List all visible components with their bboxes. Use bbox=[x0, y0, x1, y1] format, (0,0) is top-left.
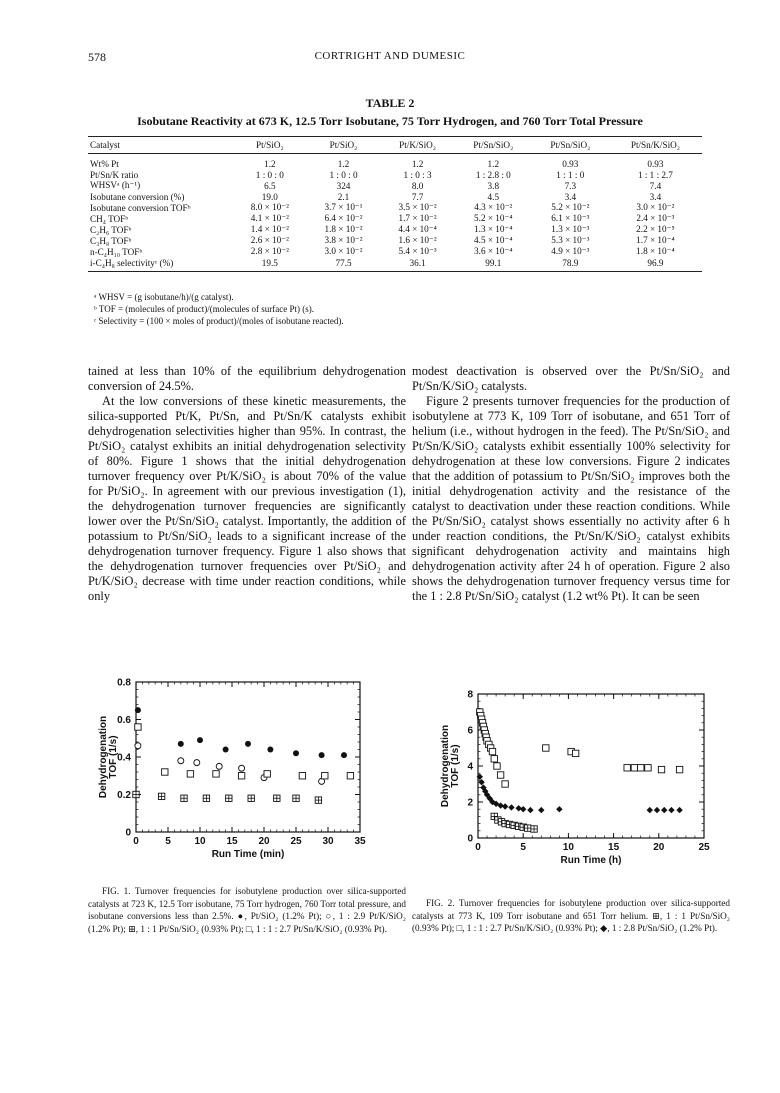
table-cell: 1 : 0 : 3 bbox=[403, 169, 432, 180]
table-cell: 2.2 × 10⁻⁵ bbox=[636, 224, 675, 234]
data-point bbox=[638, 765, 644, 771]
data-point bbox=[293, 795, 299, 801]
x-tick-label: 20 bbox=[653, 842, 665, 853]
table-cell: 4.4 × 10⁻⁴ bbox=[398, 224, 437, 234]
row-label: Pt/Sn/K ratio bbox=[90, 169, 139, 180]
data-point bbox=[502, 803, 508, 809]
table-cell: 19.0 bbox=[261, 191, 278, 202]
column-header: Pt/SiO₂ bbox=[233, 137, 307, 154]
data-point bbox=[489, 748, 495, 754]
figure-1-caption bbox=[88, 885, 406, 935]
table-row bbox=[88, 154, 702, 170]
table-cell: 7.7 bbox=[411, 191, 424, 202]
table-cell: 1.2 bbox=[411, 158, 424, 169]
data-point bbox=[543, 745, 549, 751]
row-label: CH₄ TOFᵇ bbox=[90, 213, 129, 224]
data-point bbox=[187, 771, 193, 777]
table-cell: 36.1 bbox=[380, 257, 454, 272]
table-cell: 6.5 bbox=[264, 180, 276, 191]
table-cell: 1 : 0 : 0 bbox=[255, 169, 284, 180]
table-label: TABLE 2 bbox=[365, 96, 415, 110]
table-cell: 96.9 bbox=[609, 257, 702, 272]
table-cell: 3.0 × 10⁻² bbox=[636, 202, 675, 212]
column-header: Pt/Sn/SiO₂ bbox=[455, 137, 532, 154]
table-cell: 3.0 × 10⁻² bbox=[324, 246, 363, 256]
data-point bbox=[239, 765, 245, 771]
table-cell: 1.7 × 10⁻⁴ bbox=[636, 235, 675, 245]
table-cell: 3.4 bbox=[564, 191, 577, 202]
row-label: Wt% Pt bbox=[90, 158, 119, 169]
table-cell: 5.4 × 10⁻³ bbox=[398, 246, 437, 256]
page-number: 578 bbox=[88, 50, 106, 64]
data-point bbox=[494, 763, 500, 769]
x-tick-label: 10 bbox=[562, 842, 574, 853]
body-column-left bbox=[88, 364, 406, 604]
table-row bbox=[88, 180, 702, 191]
data-point bbox=[645, 765, 651, 771]
row-label: i-C₄H₈ selectivityᶜ (%) bbox=[88, 257, 233, 272]
row-label: Isobutane conversion (%) bbox=[90, 191, 185, 202]
x-tick-label: 25 bbox=[290, 836, 302, 847]
data-point bbox=[293, 750, 299, 756]
data-point bbox=[525, 825, 531, 831]
y-tick-label: 0 bbox=[467, 833, 473, 845]
figure-2-caption bbox=[412, 897, 730, 935]
table-cell: 6.4 × 10⁻² bbox=[324, 213, 363, 223]
x-tick-label: 5 bbox=[520, 842, 526, 853]
table-cell: 5.3 × 10⁻³ bbox=[551, 235, 590, 245]
table-cell: 1.3 × 10⁻⁴ bbox=[474, 224, 513, 234]
table-caption: Isobutane Reactivity at 673 K, 12.5 Torr Isobutane, 75 Torr Hydrogen, and 760 Torr Total Pressure bbox=[137, 114, 643, 128]
table-cell: 3.8 × 10⁻² bbox=[324, 235, 363, 245]
x-tick-label: 0 bbox=[475, 842, 481, 853]
plot-frame bbox=[478, 694, 704, 838]
table-cell: 1.8 × 10⁻⁴ bbox=[636, 246, 675, 256]
data-point bbox=[197, 737, 203, 743]
y-tick-label: 0.2 bbox=[117, 790, 131, 801]
data-point bbox=[223, 747, 229, 753]
data-point bbox=[661, 807, 667, 813]
data-point bbox=[624, 765, 630, 771]
column-header: Pt/SiO₂ bbox=[307, 137, 381, 154]
data-point bbox=[216, 763, 222, 769]
y-tick-label: 2 bbox=[467, 797, 473, 809]
table-cell: 4.5 bbox=[487, 191, 500, 202]
data-point bbox=[502, 781, 508, 787]
table-row bbox=[88, 191, 702, 202]
data-point bbox=[341, 752, 347, 758]
data-point bbox=[264, 771, 270, 777]
figure-2-chart bbox=[434, 680, 734, 880]
data-point bbox=[347, 773, 353, 779]
table-cell: 2.1 bbox=[337, 191, 350, 202]
x-axis-label: Run Time (h) bbox=[560, 855, 622, 866]
x-tick-label: 20 bbox=[258, 836, 270, 847]
table-row bbox=[88, 202, 702, 213]
data-point bbox=[158, 793, 164, 799]
x-axis-label: Run Time (min) bbox=[211, 849, 285, 860]
y-tick-label: 8 bbox=[467, 689, 473, 701]
table-cell: 5.2 × 10⁻² bbox=[551, 202, 590, 212]
data-point bbox=[647, 807, 653, 813]
data-point bbox=[572, 750, 578, 756]
data-point bbox=[178, 758, 184, 764]
table-cell: 1.8 × 10⁻² bbox=[324, 224, 363, 234]
column-header: Pt/K/SiO₂ bbox=[380, 137, 454, 154]
table-cell: 1 : 1 : 0 bbox=[556, 169, 585, 180]
column-header: Catalyst bbox=[88, 137, 233, 154]
table-cell: 4.3 × 10⁻² bbox=[474, 202, 513, 212]
table-cell: 324 bbox=[336, 180, 351, 191]
plot-frame bbox=[136, 682, 360, 832]
data-point bbox=[267, 747, 273, 753]
y-axis-label: Dehydrogenation bbox=[98, 715, 109, 799]
figure-1-chart bbox=[88, 672, 388, 872]
x-tick-label: 15 bbox=[226, 836, 238, 847]
y-axis-label: Dehydrogenation bbox=[440, 724, 451, 808]
table-row bbox=[88, 224, 702, 235]
table-cell: 8.0 bbox=[411, 180, 424, 191]
table-cell: 2.8 × 10⁻² bbox=[250, 246, 289, 256]
table-cell: 0.93 bbox=[562, 158, 579, 169]
data-point bbox=[520, 806, 526, 812]
table-cell: 5.2 × 10⁻⁴ bbox=[474, 213, 513, 223]
table-cell: 19.5 bbox=[233, 257, 307, 272]
data-point bbox=[508, 804, 514, 810]
column-header: Pt/Sn/K/SiO₂ bbox=[609, 137, 702, 154]
table-cell: 1.7 × 10⁻² bbox=[398, 213, 437, 223]
y-axis-label: TOF (1/s) bbox=[108, 735, 119, 779]
figure-1-caption-label: FIG. 1. bbox=[102, 886, 131, 896]
data-point bbox=[676, 807, 682, 813]
data-point bbox=[135, 707, 141, 713]
x-tick-label: 35 bbox=[354, 836, 366, 847]
table-cell: 1.2 bbox=[264, 158, 276, 169]
table-cell: 4.1 × 10⁻² bbox=[250, 213, 289, 223]
data-point bbox=[531, 826, 537, 832]
x-tick-label: 10 bbox=[194, 836, 206, 847]
figure-2-caption-text: Turnover frequencies for isobutylene production over silica-supported catalysts at 773 K, 109 Torr isobutane and 651 Torr helium. ⊞, 1 : 1 Pt/Sn/SiO₂ (0.93% Pt); □, 1 : 1 : 2.7 Pt/Sn/K/SiO₂ (0.93% Pt); ◆, 1 : 2.8 Pt/Sn/SiO₂ (1.2% Pt). bbox=[412, 898, 730, 933]
y-axis-label: TOF (1/s) bbox=[450, 744, 461, 788]
table-cell: 3.6 × 10⁻⁴ bbox=[474, 246, 513, 256]
data-point bbox=[238, 773, 244, 779]
y-tick-label: 6 bbox=[467, 725, 473, 737]
data-table bbox=[88, 136, 702, 272]
row-label: C₂H₆ TOFᵇ bbox=[90, 224, 132, 235]
table-row bbox=[88, 169, 702, 180]
data-point bbox=[315, 797, 321, 803]
body-paragraph: tained at less than 10% of the equilibrium dehydrogenation conversion of 24.5%. bbox=[88, 364, 406, 393]
data-point bbox=[322, 773, 328, 779]
table-cell: 0.93 bbox=[647, 158, 664, 169]
row-label: C₃H₈ TOFᵇ bbox=[90, 235, 132, 246]
table-cell: 6.1 × 10⁻³ bbox=[551, 213, 590, 223]
data-point bbox=[248, 795, 254, 801]
table-cell: 78.9 bbox=[532, 257, 609, 272]
table-cell: 3.8 bbox=[487, 180, 500, 191]
y-tick-label: 4 bbox=[467, 761, 473, 773]
table-row bbox=[88, 246, 702, 257]
y-tick-label: 0.4 bbox=[117, 752, 131, 764]
body-column-right bbox=[412, 364, 730, 604]
data-point bbox=[245, 741, 251, 747]
table-cell: 77.5 bbox=[307, 257, 381, 272]
data-point bbox=[194, 760, 200, 766]
data-point bbox=[668, 807, 674, 813]
x-tick-label: 15 bbox=[608, 842, 620, 853]
y-tick-label: 0 bbox=[125, 827, 131, 839]
data-point bbox=[299, 773, 305, 779]
table-cell: 7.3 bbox=[564, 180, 577, 191]
table-row bbox=[88, 213, 702, 224]
running-head: CORTRIGHT AND DUMESIC bbox=[314, 50, 466, 62]
data-point bbox=[658, 766, 664, 772]
data-point bbox=[491, 756, 497, 762]
table-header-row bbox=[88, 137, 702, 154]
table-cell: 1.3 × 10⁻³ bbox=[551, 224, 590, 234]
table-cell: 2.6 × 10⁻² bbox=[250, 235, 289, 245]
row-label: Isobutane conversion TOFᵇ bbox=[90, 202, 191, 213]
table-cell: 7.4 bbox=[649, 180, 662, 191]
row-label: WHSVᵃ (h⁻¹) bbox=[90, 180, 141, 190]
table-cell: 1 : 1 : 2.7 bbox=[637, 169, 673, 180]
data-point bbox=[203, 795, 209, 801]
figure-2-caption-label: FIG. 2. bbox=[426, 898, 455, 908]
table-cell: 1 : 0 : 0 bbox=[329, 169, 358, 180]
data-point bbox=[274, 795, 280, 801]
data-point bbox=[497, 772, 503, 778]
data-point bbox=[527, 807, 533, 813]
x-tick-label: 25 bbox=[698, 842, 710, 853]
data-point bbox=[631, 765, 637, 771]
table-cell: 2.4 × 10⁻³ bbox=[636, 213, 675, 223]
x-tick-label: 0 bbox=[133, 836, 139, 847]
y-tick-label: 0.6 bbox=[117, 715, 131, 726]
table-row bbox=[88, 235, 702, 246]
data-point bbox=[654, 807, 660, 813]
data-point bbox=[133, 791, 139, 797]
data-point bbox=[213, 771, 219, 777]
body-paragraph: At the low conversions of these kinetic measurements, the silica-supported Pt/K, Pt/Sn, and Pt/Sn/K catalysts exhibit dehydrogenation selectivities higher than 95%. In contrast, the Pt/SiO₂ catalyst exhibits an initial dehydrogenation selectivity of 80%. Figure 1 shows that the initial dehydrogenation turnover frequency over Pt/K/SiO₂ is about 70% of the value for Pt/SiO₂. In agreement with our previous investigation (1), the dehydrogenation turnover frequencies are significantly lower over the Pt/Sn/SiO₂ catalyst. Importantly, the addition of potassium to Pt/Sn/SiO₂ leads to a significant increase of the dehydrogenation turnover frequency. Figure 1 also shows that the dehydrogenation turnover frequencies over Pt/SiO₂ and Pt/K/SiO₂ decrease with time under reaction conditions, while only bbox=[88, 394, 406, 603]
table-cell: 4.5 × 10⁻⁴ bbox=[474, 235, 513, 245]
y-tick-label: 0.8 bbox=[117, 677, 131, 689]
table-row bbox=[88, 257, 702, 272]
table-cell: 8.0 × 10⁻² bbox=[250, 202, 289, 212]
data-point bbox=[226, 795, 232, 801]
row-label: n-C₄H₁₀ TOFᵇ bbox=[90, 246, 143, 257]
table-cell: 99.1 bbox=[455, 257, 532, 272]
table-cell: 3.4 bbox=[649, 191, 662, 202]
table-footnote: ᶜ Selectivity = (100 × moles of product)/(moles of isobutane reacted). bbox=[94, 316, 344, 326]
table-footnote: ᵃ WHSV = (g isobutane/h)/(g catalyst). bbox=[94, 292, 234, 302]
body-paragraph: modest deactivation is observed over the Pt/Sn/SiO₂ and Pt/Sn/K/SiO₂ catalysts. bbox=[412, 364, 730, 393]
data-point bbox=[181, 795, 187, 801]
table-cell: 1.4 × 10⁻² bbox=[250, 224, 289, 234]
table-cell: 1.2 bbox=[337, 158, 350, 169]
column-header: Pt/Sn/SiO₂ bbox=[532, 137, 609, 154]
x-tick-label: 30 bbox=[322, 836, 334, 847]
data-point bbox=[556, 806, 562, 812]
data-point bbox=[135, 743, 141, 749]
data-point bbox=[538, 807, 544, 813]
table-cell: 3.5 × 10⁻² bbox=[398, 202, 437, 212]
x-tick-label: 5 bbox=[165, 836, 171, 847]
data-point bbox=[162, 769, 168, 775]
data-point bbox=[319, 752, 325, 758]
table-footnote: ᵇ TOF = (molecules of product)/(molecules of surface Pt) (s). bbox=[94, 304, 314, 314]
data-point bbox=[178, 741, 184, 747]
table-cell: 1.6 × 10⁻² bbox=[398, 235, 437, 245]
table-cell: 3.7 × 10⁻¹ bbox=[324, 202, 363, 212]
body-paragraph: Figure 2 presents turnover frequencies for the production of isobutylene at 773 K, 109 Torr of isobutane, and 651 Torr of helium (i.e., without hydrogen in the feed). The Pt/Sn/SiO₂ and Pt/Sn/K/SiO₂ catalysts exhibit essentially 100% selectivity for dehydrogenation at these low conversions. Figure 2 indicates that the addition of potassium to Pt/Sn/SiO₂ improves both the initial dehydrogenation activity and the resistance of the catalyst to deactivation under these reaction conditions. While the Pt/Sn/SiO₂ catalyst shows essentially no activity after 6 h under reaction conditions, the Pt/Sn/K/SiO₂ catalyst exhibits significant dehydrogenation activity and maintains high dehydrogenation activity after 24 h of operation. Figure 2 also shows the dehydrogenation turnover frequency versus time for the 1 : 2.8 Pt/Sn/SiO₂ catalyst (1.2 wt% Pt). It can be seen bbox=[412, 394, 730, 603]
table-cell: 1 : 2.8 : 0 bbox=[475, 169, 511, 180]
table-cell: 4.9 × 10⁻³ bbox=[551, 246, 590, 256]
table-cell: 1.2 bbox=[487, 158, 500, 169]
data-point bbox=[676, 766, 682, 772]
figure-1-caption-text: Turnover frequencies for isobutylene production over silica-supported catalysts at 723 K, 12.5 Torr isobutane, 75 Torr hydrogen, 760 Torr total pressure, and isobutane conversions less than 2.5%. ●, Pt/SiO₂ (1.2% Pt); ○, 1 : 2.9 Pt/K/SiO₂ (1.2% Pt); ⊞, 1 : 1 Pt/Sn/SiO₂ (0.93% Pt); □, 1 : 1 : 2.7 Pt/Sn/K/SiO₂ (0.93% Pt). bbox=[88, 886, 406, 934]
data-point bbox=[135, 724, 141, 730]
data-point bbox=[478, 779, 484, 785]
